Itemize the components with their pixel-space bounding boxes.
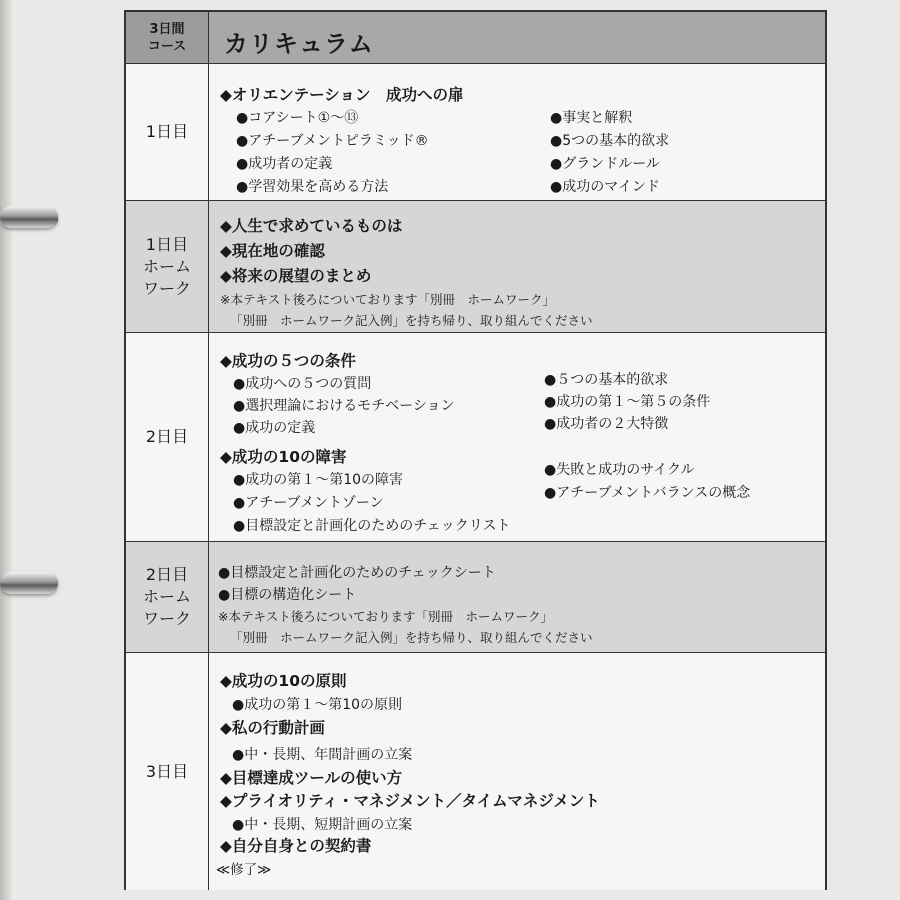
binder-ring-icon bbox=[0, 572, 58, 594]
day1-homework-label bbox=[126, 201, 209, 332]
list-item: ●目標設定と計画化のためのチェックシート bbox=[218, 565, 496, 581]
list-item: ●目標の構造化シート bbox=[218, 587, 357, 603]
day1-label: 1日目 bbox=[126, 64, 209, 200]
day3-heading: ◆自分自身との契約書 bbox=[220, 837, 372, 855]
list-item: ◆現在地の確認 bbox=[220, 242, 325, 260]
note: 「別冊 ホームワーク記入例」を持ち帰り、取り組んでください bbox=[230, 630, 593, 645]
day2-homework-label bbox=[126, 542, 209, 652]
list-item: ●失敗と成功のサイクル bbox=[544, 462, 695, 478]
list-item: ●アチーブメントバランスの概念 bbox=[544, 485, 751, 501]
course-label bbox=[126, 12, 209, 63]
list-item: ●成功の第１～第10の障害 bbox=[233, 472, 404, 488]
list-item: ◆人生で求めているものは bbox=[220, 217, 403, 235]
list-item: ●5つの基本的欲求 bbox=[550, 133, 670, 149]
list-item: ●成功の第１～第10の原則 bbox=[232, 697, 403, 713]
label-line: 2日目 bbox=[145, 565, 189, 584]
label-line: 1日目 bbox=[145, 234, 189, 254]
list-item: ●学習効果を高める方法 bbox=[236, 179, 389, 195]
list-item: ●中・長期、年間計画の立案 bbox=[232, 747, 413, 763]
binder-ring-icon bbox=[0, 206, 58, 228]
day2-heading-1: ◆成功の５つの条件 bbox=[220, 352, 356, 370]
list-item: ●成功の第１～第５の条件 bbox=[544, 394, 711, 410]
list-item: ●成功者の定義 bbox=[236, 156, 333, 172]
list-item: ●アチーブメントゾーン bbox=[233, 495, 384, 511]
label-line: ホーム bbox=[142, 256, 191, 276]
completion-mark: ≪修了≫ bbox=[216, 862, 272, 878]
list-item: ●成功の定義 bbox=[233, 420, 316, 436]
list-item: ●選択理論におけるモチベーション bbox=[233, 398, 455, 414]
day1-heading: ◆オリエンテーション 成功への扉 bbox=[220, 86, 464, 104]
day2-label: 2日目 bbox=[126, 333, 209, 541]
page-title: カリキュラム bbox=[224, 30, 374, 58]
day2-homework-row bbox=[126, 542, 825, 653]
list-item: ●５つの基本的欲求 bbox=[544, 372, 669, 388]
note: ※本テキスト後ろについております「別冊 ホームワーク」 bbox=[220, 292, 555, 307]
list-item: ●目標設定と計画化のためのチェックリスト bbox=[233, 518, 511, 534]
note: ※本テキスト後ろについております「別冊 ホームワーク」 bbox=[218, 609, 553, 624]
day3-heading: ◆目標達成ツールの使い方 bbox=[220, 769, 403, 787]
list-item: ●成功者の２大特徴 bbox=[544, 416, 669, 432]
label-line: ホーム bbox=[142, 587, 191, 606]
label-line: ワーク bbox=[142, 609, 191, 628]
day3-heading: ◆プライオリティ・マネジメント／タイムマネジメント bbox=[220, 792, 600, 810]
label-line: ワーク bbox=[142, 278, 191, 298]
day2-row bbox=[126, 333, 825, 542]
page-edge bbox=[0, 0, 12, 900]
day1-row bbox=[126, 64, 825, 201]
header-row bbox=[126, 12, 825, 64]
curriculum-table bbox=[124, 10, 827, 890]
list-item: ●成功への５つの質問 bbox=[233, 376, 372, 392]
list-item: ●アチーブメントピラミッド® bbox=[236, 133, 429, 149]
list-item: ●成功のマインド bbox=[550, 179, 660, 195]
list-item: ●グランドルール bbox=[550, 156, 660, 172]
note: 「別冊 ホームワーク記入例」を持ち帰り、取り組んでください bbox=[230, 313, 593, 328]
list-item: ●中・長期、短期計画の立案 bbox=[232, 817, 413, 833]
list-item: ◆将来の展望のまとめ bbox=[220, 267, 372, 285]
day3-label: 3日目 bbox=[126, 653, 209, 890]
day2-heading-2: ◆成功の10の障害 bbox=[220, 448, 347, 466]
list-item: ●コアシート①～⑬ bbox=[236, 110, 359, 126]
day3-heading: ◆成功の10の原則 bbox=[220, 672, 347, 690]
course-label-line1: 3日間 bbox=[149, 21, 185, 37]
day3-heading: ◆私の行動計画 bbox=[220, 719, 325, 737]
day3-row bbox=[126, 653, 825, 890]
day1-homework-row bbox=[126, 201, 825, 333]
course-label-line2: コース bbox=[147, 38, 187, 54]
list-item: ●事実と解釈 bbox=[550, 110, 633, 126]
